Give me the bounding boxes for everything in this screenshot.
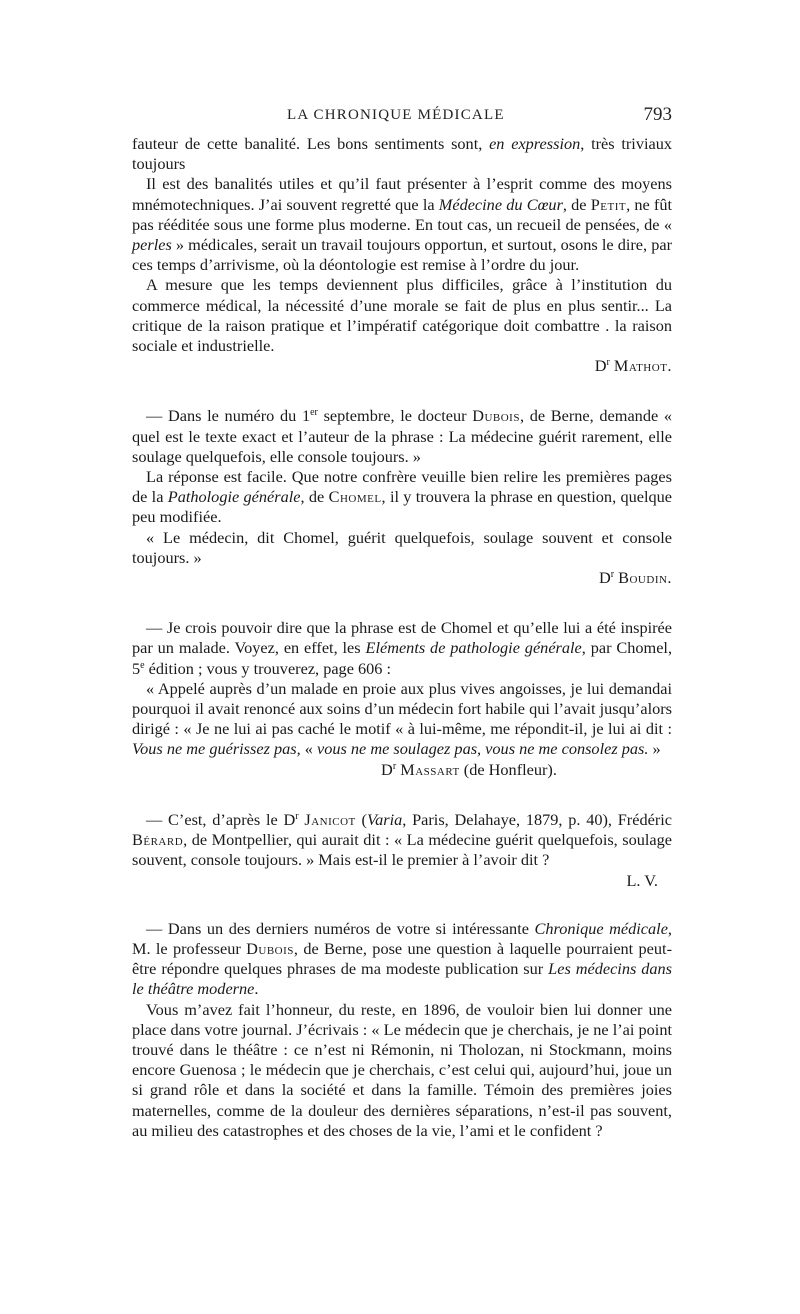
running-head: LA CHRONIQUE MÉDICALE: [287, 107, 505, 123]
body-text: [132, 134, 672, 1141]
signature-mathot: $D^r$ Mathot.: [594, 356, 672, 376]
paragraph-theatre: — Dans un des derniers numéros de votre si intéressante Chronique médicale, M. le professeur Dubois, de Berne, pose une question à laquelle pourraient peut-être répondre quelques phrases de ma modeste publication sur Les médecins dans le théâtre moderne.: [132, 918, 673, 999]
section-gap: [132, 891, 672, 919]
paragraph-banalites: Il est des banalités utiles et qu’il faut présenter à l’esprit comme des moyens mnémotechniques. J’ai souvent regretté que la Médecine du Cœur, de Petit, ne fût pas rééditée sous une forme plus moderne. En tout cas, un recueil de pensées, de « perles » médicales, serait un travail toujours opportun, et surtout, osons le dire, par ces temps d’arrivisme, où la déontologie est remise à l’ordre du jour.: [132, 174, 673, 275]
section-gap: [132, 376, 672, 406]
paragraph-janicot: — C’est, d’après le $D^r$ Janicot (Varia, Paris, Delahaye, 1879, p. 40), Frédéric Bérard, de Montpellier, qui aurait dit : « La médecine guérit quelquefois, soulage souvent, console toujours. » Mais est-il le premier à l’avoir dit ?: [132, 809, 672, 870]
paragraph-morale: A mesure que les temps deviennent plus difficiles, grâce à l’institution du commerce médical, la nécessité d’une morale se fait de plus en plus sentir... La critique de la raison pratique et l’impératif catégorique doit combattre . la raison sociale et industrielle.: [132, 275, 672, 356]
section-gap: [132, 780, 672, 810]
signature-lv: L. V.: [626, 870, 658, 890]
paragraph-massart-intro: — Je crois pouvoir dire que la phrase est de Chomel et qu’elle lui a été inspirée par un malade. Voyez, en effet, les Eléments de pathologie générale, par Chomel, 5e édition ; vous y trouverez, page 606 :: [132, 618, 673, 678]
paragraph-question-dubois: — Dans le numéro du 1er septembre, le docteur Dubois, de Berne, demande « quel est le texte exact et l’auteur de la phrase : La médecine guérit rarement, elle soulage quelquefois, elle console toujours. »: [132, 406, 673, 466]
signature-massart: $D^r$ Massart (de Honfleur).: [381, 759, 557, 779]
paragraph-opening: fauteur de cette banalité. Les bons sentiments sont, en expression, très triviaux toujours: [132, 134, 673, 174]
page-header: [132, 104, 672, 128]
paragraph-citation-chomel: « Le médecin, dit Chomel, guérit quelquefois, soulage souvent et console toujours. »: [132, 527, 672, 567]
paragraph-massart-quote: « Appelé auprès d’un malade en proie aux plus vives angoisses, je lui demandai pourquoi il avait renoncé aux soins d’un médecin fort habile qui l’avait jusqu’alors dirigé : « Je ne lui ai pas caché le motif « à lui-même, me répondit-il, je lui ai dit : Vous ne me guérissez pas, « vous ne me soulagez pas, vous ne me consolez pas. »: [132, 678, 672, 759]
signature-boudin: $D^r$ Boudin.: [598, 568, 672, 588]
paragraph-reponse: La réponse est facile. Que notre confrère veuille bien relire les premières pages de la Pathologie générale, de Chomel, il y trouvera la phrase en question, quelque peu modifiée.: [132, 467, 672, 527]
paragraph-confident: Vous m’avez fait l’honneur, du reste, en 1896, de vouloir bien lui donner une place dans votre journal. J’écrivais : « Le médecin que je cherchais, je ne l’ai point trouvé dans le théâtre : ce n’est ni Rémonin, ni Tholozan, ni Stockmann, moins encore Guenosa ; le médecin que je cherchais, c’est celui qui, aujourd’hui, joue un si grand rôle et dans la société et dans la famille. Témoin des premières joies maternelles, comme de la douleur des dernières séparations, n’est-il pas souvent, au milieu des catastrophes et des choses de la vie, l’ami et le confident ?: [132, 999, 672, 1140]
page-number: 793: [643, 104, 672, 125]
section-gap: [132, 588, 672, 618]
